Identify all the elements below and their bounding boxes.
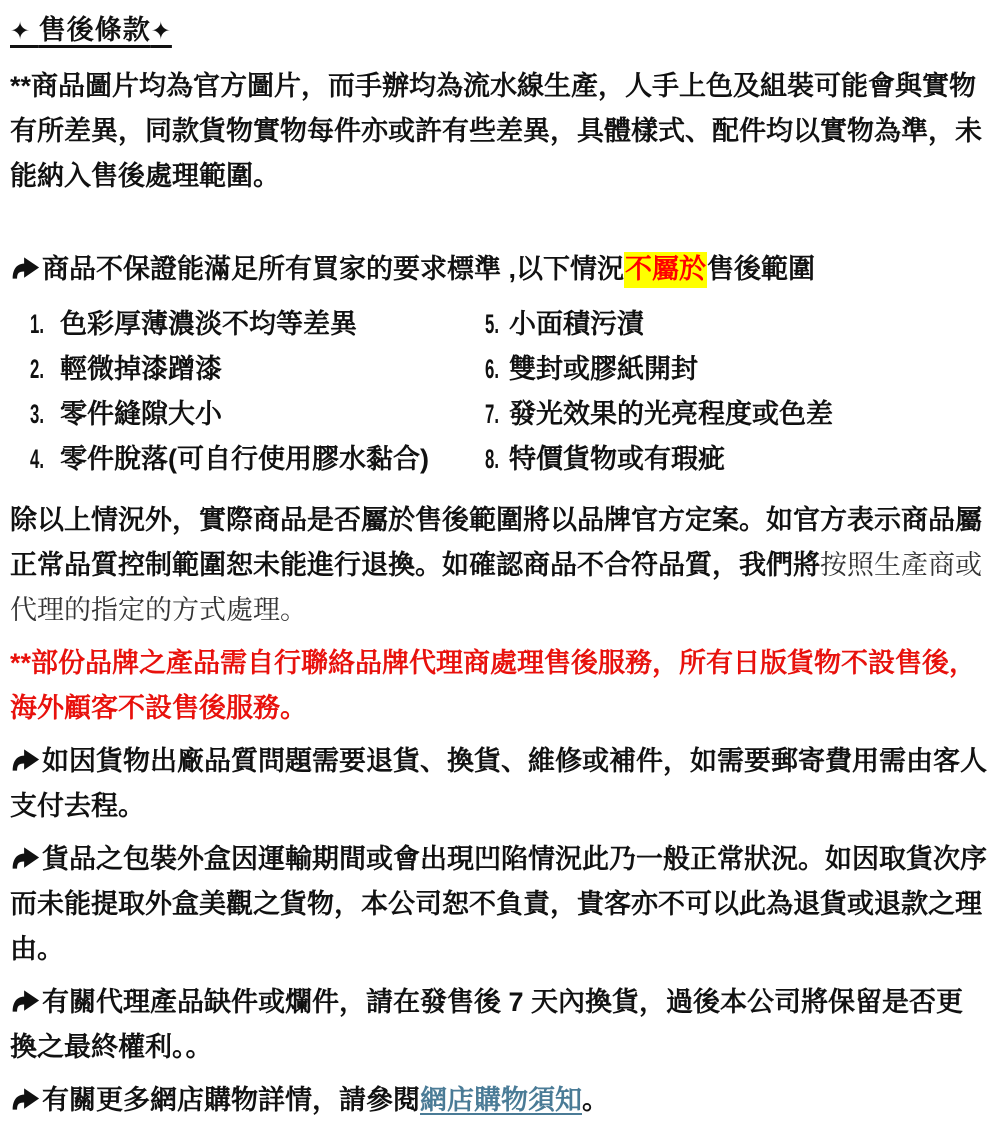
note-text: 。 [582, 1085, 609, 1115]
list-item [10, 392, 465, 437]
note-paragraph [10, 739, 990, 829]
page-title-text: 售後條款 [38, 15, 151, 45]
decision-paragraph [10, 498, 990, 633]
list-number: 2. [30, 354, 44, 384]
page-title [10, 8, 990, 54]
exclusion-column-left [10, 302, 465, 482]
list-item [10, 302, 465, 347]
note-text: 有關更多網店購物詳情，請參閱 [42, 1085, 420, 1115]
note-text: 如因貨物出廠品質問題需要退貨、換貨、維修或補件，如需要郵寄費用需由客人支付去程。 [10, 746, 987, 821]
list-item-text: 色彩厚薄濃淡不均等差異 [60, 309, 357, 339]
curved-right-arrow-icon [10, 1087, 40, 1111]
curved-right-arrow-icon [10, 989, 40, 1013]
not-covered-highlight: 不屬於 [624, 252, 707, 288]
exclusion-list [10, 302, 990, 482]
list-item-text: 發光效果的光亮程度或色差 [509, 399, 833, 429]
list-number: 6. [485, 354, 499, 384]
exclusion-column-right [465, 302, 990, 482]
store-shopping-guide-link[interactable]: 網店購物須知 [420, 1085, 582, 1115]
list-number: 7. [485, 399, 499, 429]
not-covered-line [10, 247, 990, 292]
curved-right-arrow-icon [10, 748, 40, 772]
note-text: 貨品之包裝外盒因運輸期間或會出現凹陷情況此乃一般正常狀況。如因取貨次序而未能提取外盒美觀之貨物，本公司恕不負責，貴客亦不可以此為退貨或退款之理由。 [10, 844, 987, 964]
note-text: 有關代理產品缺件或爛件，請在發售後 7 天內換貨，過後本公司將保留是否更換之最終權利。。 [10, 987, 964, 1062]
list-number: 1. [30, 309, 44, 339]
list-item-text: 輕微掉漆蹭漆 [60, 354, 222, 384]
list-number: 4. [30, 444, 44, 474]
red-notice-paragraph: **部份品牌之產品需自行聯絡品牌代理商處理售後服務，所有日版貨物不設售後，海外顧客不設售後服務。 [10, 648, 977, 723]
not-covered-before: 商品不保證能滿足所有買家的要求標準 ,以下情況 [42, 254, 625, 284]
list-item [465, 347, 990, 392]
list-item [465, 392, 990, 437]
list-number: 3. [30, 399, 44, 429]
list-item-text: 特價貨物或有瑕疵 [509, 444, 725, 474]
list-item-text: 零件脫落(可自行使用膠水黏合) [60, 444, 429, 474]
curved-right-arrow-icon [10, 846, 40, 870]
list-number: 5. [485, 309, 499, 339]
curved-right-arrow-icon [10, 256, 40, 280]
star-icon: ✦ [10, 18, 39, 45]
intro-paragraph: **商品圖片均為官方圖片，而手辦均為流水線生產，人手上色及組裝可能會與實物有所差異，同款貨物實物每件亦或許有些差異，具體樣式、配件均以實物為準，未能納入售後處理範圍。 [10, 71, 982, 191]
star-icon: ✦ [150, 18, 172, 45]
list-item-text: 雙封或膠紙開封 [509, 354, 698, 384]
list-item-text: 零件縫隙大小 [60, 399, 222, 429]
list-number: 8. [485, 444, 499, 474]
list-item [465, 302, 990, 347]
list-item [465, 437, 990, 482]
list-item [10, 347, 465, 392]
note-paragraph [10, 1078, 990, 1123]
note-paragraph [10, 980, 990, 1070]
list-item [10, 437, 465, 482]
list-item-text: 小面積污漬 [509, 309, 644, 339]
note-paragraph [10, 837, 990, 972]
decision-bold-text: 除以上情況外，實際商品是否屬於售後範圍將以品牌官方定案。如官方表示商品屬正常品質控制範圍恕未能進行退換。如確認商品不合符品質，我們將 [10, 505, 982, 580]
not-covered-after: 售後範圍 [707, 254, 816, 284]
decision-regular-text: 按照生產商或代理的指定的方式處理。 [10, 550, 982, 625]
